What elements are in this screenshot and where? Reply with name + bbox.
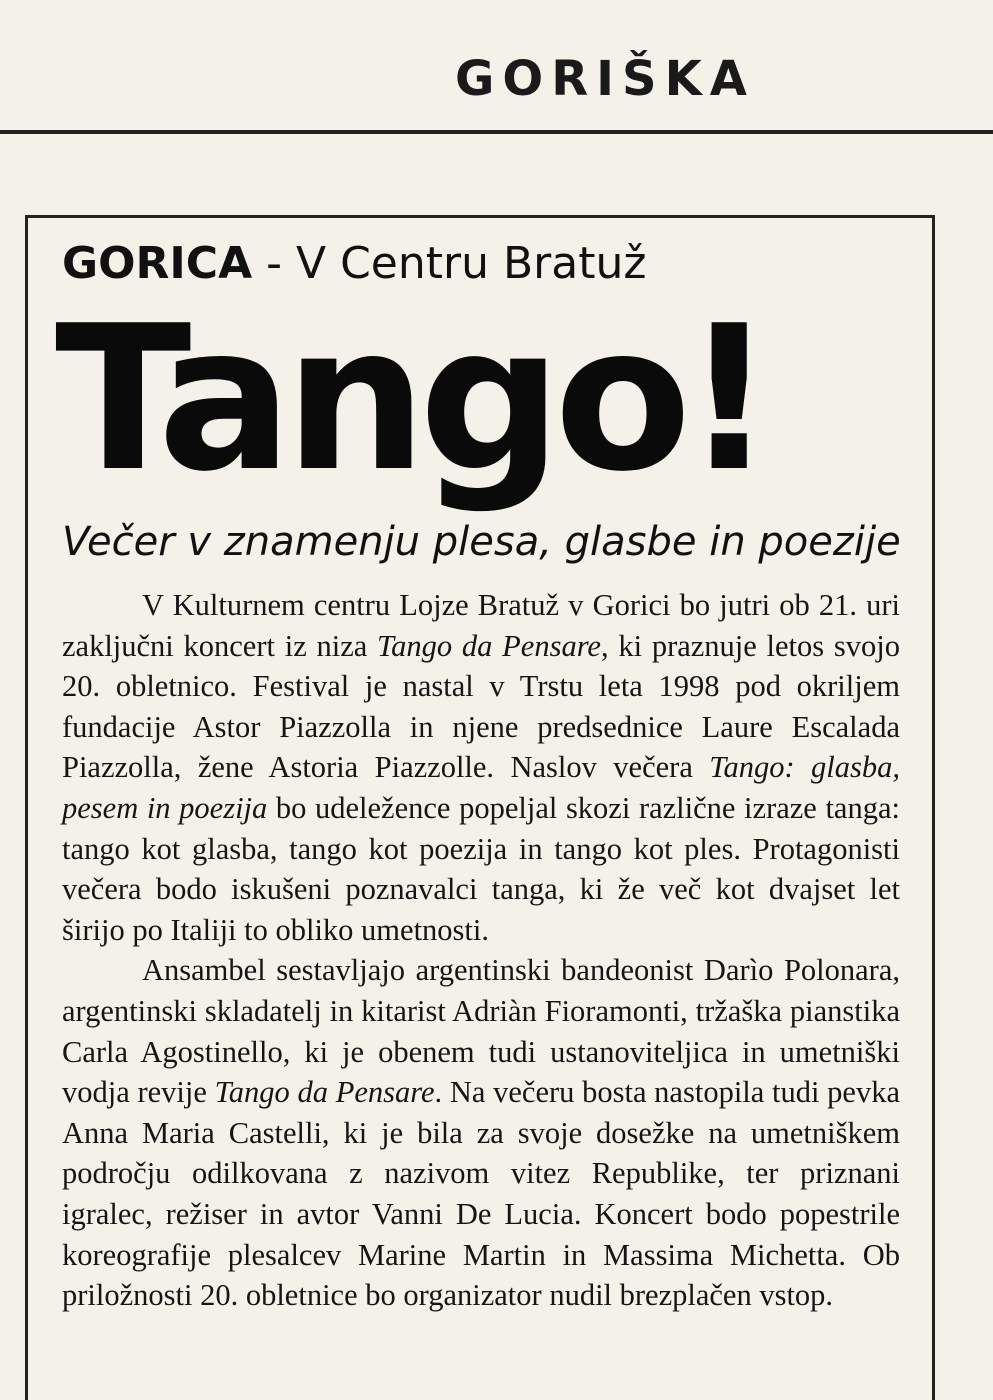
section-divider <box>0 130 993 134</box>
article-body <box>62 585 900 1316</box>
review-title: Tango da Pensare <box>214 1075 435 1110</box>
section-title: GORIŠKA <box>455 51 755 107</box>
article-kicker <box>62 240 646 288</box>
kicker-venue: V Centru Bratuž <box>295 238 647 289</box>
article-subheadline: Večer v znamenju plesa, glasbe in poezije <box>62 519 901 565</box>
paragraph-2-text-b: . Na večeru bosta nastopila tudi pevka Anna Maria Castelli, ki je bila za svoje dosežke na umetniškem področju odilkovana z nazivom vitez Republike, ter priznani igralec, režiser in avtor Vanni De Lucia. Koncert bodo popestrile koreografije plesalcev Marine Martin in Massima Michetta. Ob priložnosti 20. obletnice bo organizator nudil brezplačen vstop. <box>62 1075 900 1313</box>
paragraph-2 <box>62 950 900 1315</box>
paragraph-1-text-c: bo udeležence popeljal skozi različne izraze tanga: tango kot glasba, tango kot poezija in tango kot ples. Protagonisti večera bodo iskušeni poznavalci tanga, ki že več kot dvajset let širijo po Italiji to obliko umetnosti. <box>62 790 900 947</box>
kicker-separator: - <box>252 238 296 289</box>
paragraph-1-text-b: , ki praznuje letos svojo 20. obletnico. Festival je nastal v Trstu leta 1998 pod okriljem fundacije Astor Piazzolla in njene predsednice Laure Escalada Piazzolla, žene Astoria Piazzolle. Naslov večera <box>62 628 900 785</box>
evening-title: Tango: glasba, pesem in poezija <box>62 750 900 825</box>
festival-title: Tango da Pensare <box>377 628 601 663</box>
kicker-place: GORICA <box>62 238 253 289</box>
paragraph-2-text-a: Ansambel sestavljajo argentinski bandeonist Darìo Polonara, argentinski skladatelj in kitarist Adriàn Fioramonti, tržaška pianstika Carla Agostinello, ki je obenem tudi ustanoviteljica in umetniški vodja revije <box>62 953 900 1110</box>
article-headline: Tango! <box>55 283 767 516</box>
paragraph-1 <box>62 585 900 950</box>
paragraph-1-text-a: V Kulturnem centru Lojze Bratuž v Gorici bo jutri ob 21. uri zaključni koncert iz niza <box>62 588 900 663</box>
